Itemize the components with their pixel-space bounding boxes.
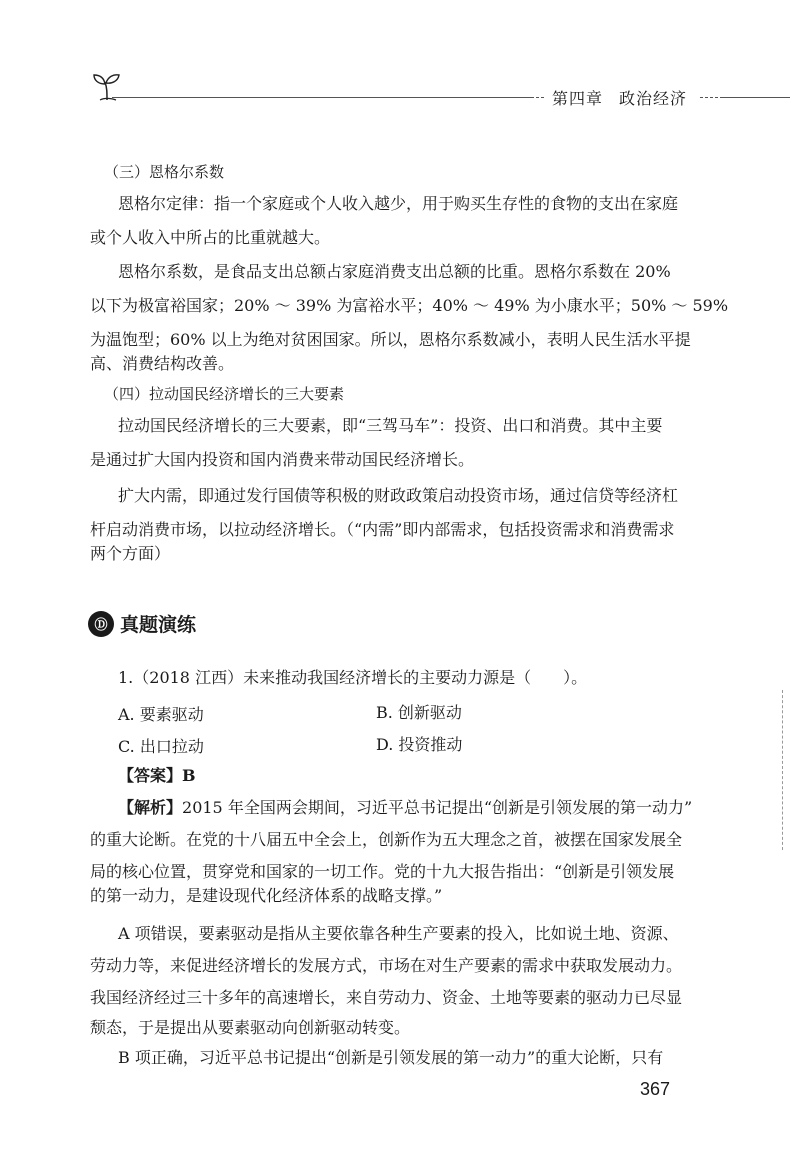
- option-c: C. 出口拉动: [118, 737, 204, 756]
- practice-heading: [88, 610, 196, 637]
- paragraph-line: 以下为极富裕国家；20% ～ 39% 为富裕水平；40% ～ 49% 为小康水平；50% ～ 59%: [90, 296, 729, 315]
- header-rule: [700, 97, 718, 98]
- paragraph-line: 颓态，于是提出从要素驱动向创新驱动转变。: [90, 1018, 411, 1037]
- page-number: 367: [640, 1079, 671, 1099]
- paragraph-line: 杆启动消费市场，以拉动经济增长。（“内需”即内部需求，包括投资需求和消费需求: [90, 520, 675, 539]
- running-header: [552, 86, 687, 109]
- practice-badge-icon: Ⓓ: [88, 611, 114, 637]
- paragraph-line: 扩大内需，即通过发行国债等积极的财政政策启动投资市场，通过信贷等经济杠: [118, 486, 679, 505]
- paragraph-line: 劳动力等，来促进经济增长的发展方式，市场在对生产要素的需求中获取发展动力。: [90, 956, 683, 975]
- practice-title: 真题演练: [120, 614, 197, 636]
- section-heading: （三）恩格尔系数: [104, 163, 225, 181]
- paragraph-line: 是通过扩大国内投资和国内消费来带动国民经济增长。: [90, 450, 475, 469]
- header-rule: [516, 97, 544, 98]
- chapter-number: 第四章: [552, 89, 604, 108]
- analysis-text: 2015 年全国两会期间，习近平总书记提出“创新是引领发展的第一动力”: [182, 798, 693, 817]
- paragraph-line: 拉动国民经济增长的三大要素，即“三驾马车”：投资、出口和消费。其中主要: [118, 416, 663, 435]
- paragraph-line: 的重大论断。在党的十八届五中全会上，创新作为五大理念之首，被摆在国家发展全: [90, 830, 683, 849]
- analysis-label: 【解析】: [118, 798, 183, 817]
- option-a: A. 要素驱动: [118, 705, 204, 724]
- answer-value: B: [182, 766, 196, 785]
- option-b: B. 创新驱动: [376, 703, 462, 722]
- question-stem: 1.（2018 江西）未来推动我国经济增长的主要动力源是（ ）。: [118, 668, 588, 687]
- header-rule: [112, 97, 532, 98]
- paragraph-line: 我国经济经过三十多年的高速增长，来自劳动力、资金、土地等要素的驱动力已尽显: [90, 988, 683, 1007]
- option-d: D. 投资推动: [376, 735, 463, 754]
- sprout-icon: [90, 70, 124, 104]
- paragraph-line: 的第一动力，是建设现代化经济体系的战略支撑。”: [90, 886, 443, 905]
- analysis-line: [118, 798, 692, 818]
- paragraph-line: 恩格尔定律：指一个家庭或个人收入越少，用于购买生存性的食物的支出在家庭: [118, 194, 679, 213]
- paragraph-line: 高、消费结构改善。: [90, 354, 235, 373]
- paragraph-line: B 项正确，习近平总书记提出“创新是引领发展的第一动力”的重大论断，只有: [118, 1048, 664, 1067]
- header-rule: [720, 97, 790, 98]
- scan-margin-mark: [782, 690, 783, 850]
- paragraph-line: 为温饱型；60% 以上为绝对贫困国家。所以，恩格尔系数减小，表明人民生活水平提: [90, 330, 691, 349]
- paragraph-line: 或个人收入中所占的比重就越大。: [90, 228, 331, 247]
- answer-line: [118, 766, 196, 786]
- section-heading: （四）拉动国民经济增长的三大要素: [104, 385, 345, 403]
- chapter-title: 政治经济: [619, 89, 688, 108]
- paragraph-line: A 项错误，要素驱动是指从主要依靠各种生产要素的投入，比如说土地、资源、: [118, 924, 679, 943]
- paragraph-line: 恩格尔系数，是食品支出总额占家庭消费支出总额的比重。恩格尔系数在 20%: [118, 262, 671, 281]
- paragraph-line: 两个方面）: [90, 544, 171, 563]
- paragraph-line: 局的核心位置，贯穿党和国家的一切工作。党的十九大报告指出：“创新是引领发展: [90, 862, 675, 881]
- answer-label: 【答案】: [118, 766, 183, 785]
